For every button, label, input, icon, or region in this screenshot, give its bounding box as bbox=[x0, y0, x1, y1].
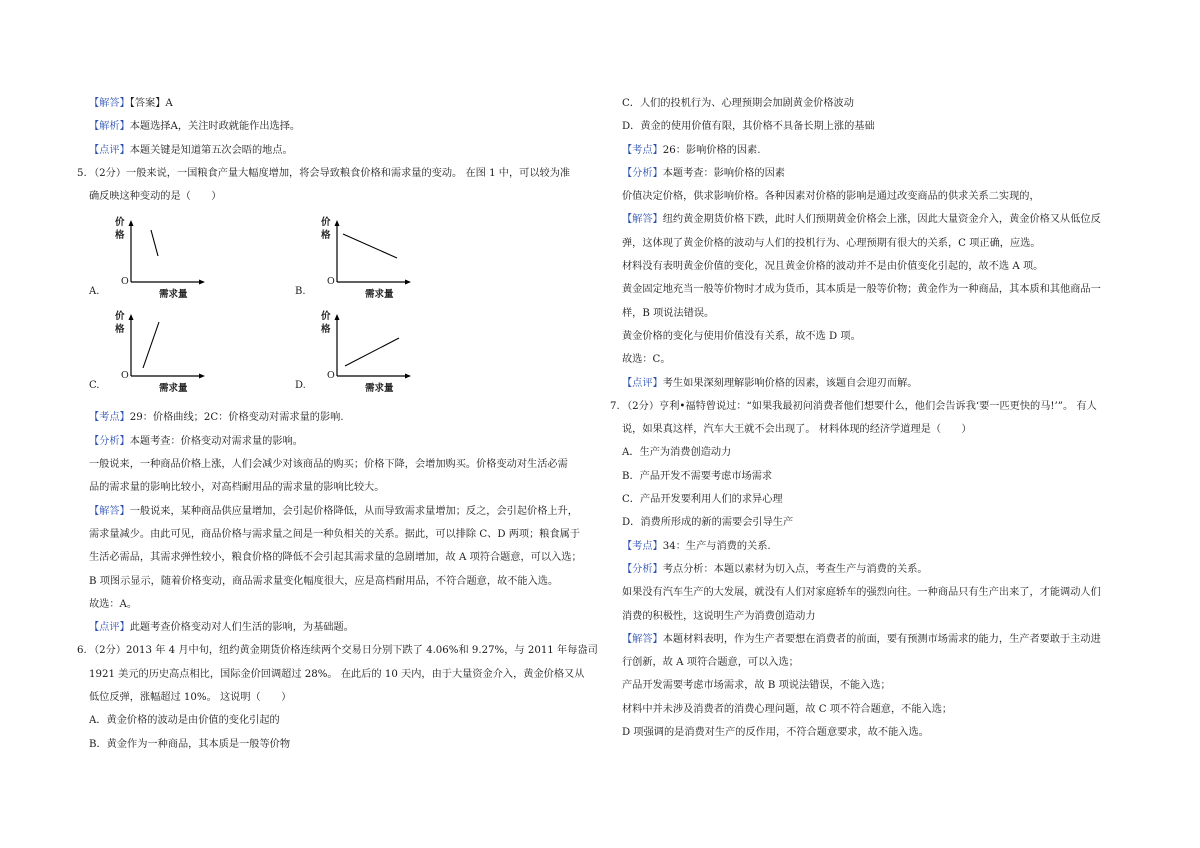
chart-axes-d bbox=[295, 308, 425, 404]
option-letter: D. bbox=[295, 380, 306, 392]
dianping-text: 考生如果深刻理解影响价格的因素，该题自会迎刃而解。 bbox=[662, 377, 918, 389]
demand-line bbox=[151, 230, 158, 256]
tag-fenxi: 【分析】 bbox=[622, 167, 663, 179]
question-text: 1921 美元的历史高点相比，国际金价回调超过 28%。 在此后的 10 天内，由于大量资金介入，黄金价格又从 bbox=[89, 668, 585, 680]
tag-kaodian: 【考点】 bbox=[622, 540, 663, 552]
option-text: B．黄金作为一种商品，其本质是一般等价物 bbox=[89, 738, 291, 750]
question-5-line-2 bbox=[77, 185, 547, 208]
figure-c bbox=[89, 308, 219, 404]
option-c bbox=[622, 92, 1102, 115]
paragraph-line bbox=[622, 674, 1102, 697]
tag-comment: 【点评】 bbox=[89, 144, 130, 156]
paragraph-text: 故选：C。 bbox=[622, 354, 671, 366]
question-5-line-1 bbox=[77, 162, 571, 185]
option-text: D．消费所形成的新的需要会引导生产 bbox=[622, 517, 794, 529]
tag-dianping: 【点评】 bbox=[89, 622, 130, 634]
question-text: 低位反弹，涨幅超过 10%。 这说明（ ） bbox=[89, 692, 292, 704]
jieda-line bbox=[622, 208, 1102, 231]
kaodian-text: 34：生产与消费的关系. bbox=[662, 540, 771, 552]
paragraph-line bbox=[622, 605, 1102, 628]
option-d bbox=[622, 115, 1102, 138]
tag-jieda: 【解答】 bbox=[622, 214, 663, 226]
right-column bbox=[610, 92, 1102, 744]
option-c bbox=[622, 488, 1102, 511]
jieda-line bbox=[77, 500, 578, 523]
tag-kaodian: 【考点】 bbox=[622, 144, 663, 156]
left-column bbox=[77, 92, 598, 756]
paragraph-line bbox=[622, 255, 1102, 278]
paragraph-text: B 项图示显示，随着价格变动，商品需求量变化幅度很大，应是高档耐用品，不符合题意，故不能入选。 bbox=[89, 575, 559, 587]
option-text: A．黄金价格的波动是由价值的变化引起的 bbox=[89, 715, 280, 727]
fenxi-text: 本题考查：影响价格的因素 bbox=[662, 167, 785, 179]
question-6-line-3 bbox=[77, 686, 547, 709]
paragraph-line bbox=[77, 546, 582, 569]
question-text: （2分）一般来说，一国粮食产量大幅度增加，将会导致粮食价格和需求量的变动。 在图 1 中，可以较为准 bbox=[89, 167, 571, 179]
paragraph-text: 如果没有汽车生产的大发展，就没有人们对家庭轿车的强烈向往。一种商品只有生产出来了，才能调动人们 bbox=[622, 587, 1101, 599]
origin-label: O bbox=[121, 370, 129, 382]
x-axis-label: 需求量 bbox=[365, 383, 394, 395]
paragraph-text: 需求量减少。由此可见，商品价格与需求量之间是一种负相关的关系。据此，可以排除 C、D 两项；粮食属于 bbox=[89, 528, 581, 540]
option-text: A．生产为消费创造动力 bbox=[622, 447, 732, 459]
paragraph-text: 材料中并未涉及消费者的消费心理问题，故 C 项不符合题意，不能入选； bbox=[622, 703, 953, 715]
option-a bbox=[77, 709, 547, 732]
demand-line bbox=[343, 234, 397, 258]
comment-text: 本题关键是知道第五次会晤的地点。 bbox=[129, 144, 293, 156]
paragraph-line bbox=[622, 348, 1102, 371]
paragraph-text: 行创新，故 A 项符合题意，可以入选； bbox=[622, 657, 799, 669]
kaodian-text: 26：影响价格的因素. bbox=[662, 144, 761, 156]
paragraph-text: 品的需求量的影响比较小，对高档耐用品的需求量的影响比较大。 bbox=[89, 482, 385, 494]
paragraph-text: 产品开发需要考虑市场需求，故 B 项说法错误，不能入选； bbox=[622, 680, 891, 692]
paragraph-text: 一般说来，一种商品价格上涨，人们会减少对该商品的购买；价格下降，会增加购买。价格变动对生活必需 bbox=[89, 459, 568, 471]
analysis-text: 本题选择A，关注时政就能作出选择。 bbox=[129, 121, 301, 133]
paragraph-text: 黄金固定地充当一般等价物时才成为货币，其本质是一般等价物；黄金作为一种商品，其本质和其他商品一 bbox=[622, 284, 1101, 296]
dianping-text: 此题考查价格变动对人们生活的影响，为基础题。 bbox=[129, 622, 354, 634]
option-letter: A. bbox=[89, 286, 100, 298]
paragraph-line bbox=[622, 302, 1102, 325]
paragraph-text: 黄金价格的变化与使用价值没有关系，故不选 D 项。 bbox=[622, 330, 861, 342]
option-text: C．人们的投机行为、心理预期会加剧黄金价格波动 bbox=[622, 98, 854, 109]
kaodian-text: 29：价格曲线；2C：价格变动对需求量的影响. bbox=[129, 412, 344, 424]
jieda-text: 本题材料表明，作为生产者要想在消费者的前面，要有预测市场需求的能力，生产者要敢于主动进 bbox=[662, 633, 1101, 645]
dianping-line bbox=[77, 616, 547, 639]
question-number: 5. bbox=[77, 167, 87, 179]
x-axis-label: 需求量 bbox=[159, 383, 188, 395]
question-6-line-2 bbox=[77, 663, 585, 686]
figure-b bbox=[295, 214, 425, 310]
jieda-text: 纽约黄金期货价格下跌，此时人们预期黄金价格会上涨，因此大量资金介入，黄金价格又从低位反 bbox=[662, 214, 1101, 226]
question-7-line-1 bbox=[610, 395, 1102, 418]
y-axis-label: 价格 bbox=[115, 217, 125, 242]
paragraph-text: D 项强调的是消费对生产的反作用，不符合题意要求，故不能入选。 bbox=[622, 727, 929, 739]
paragraph-line bbox=[77, 453, 568, 476]
paragraph-line bbox=[622, 721, 1102, 744]
jieda-text: 一般说来，某种商品供应量增加，会引起价格降低，从而导致需求量增加；反之，会引起价格上升， bbox=[129, 505, 578, 517]
paragraph-text: 价值决定价格，供求影响价格。各种因素对价格的影响是通过改变商品的供求关系二实现的， bbox=[622, 191, 1040, 203]
fenxi-line bbox=[622, 558, 1102, 581]
tag-fenxi: 【分析】 bbox=[89, 435, 130, 447]
paragraph-text: 故选：A。 bbox=[89, 598, 138, 610]
chart-axes-b bbox=[295, 214, 425, 310]
paragraph-line bbox=[622, 185, 1102, 208]
dianping-line bbox=[622, 372, 1102, 395]
chart-axes-c bbox=[89, 308, 219, 404]
option-text: C．产品开发要利用人们的求异心理 bbox=[622, 494, 783, 506]
chart-axes-a bbox=[89, 214, 219, 310]
paragraph-line bbox=[622, 325, 1102, 348]
question-7-line-2 bbox=[622, 418, 1102, 441]
fenxi-line bbox=[77, 430, 547, 453]
tag-dianping: 【点评】 bbox=[622, 377, 663, 389]
paragraph-text: 样，B 项说法错误。 bbox=[622, 307, 715, 319]
answer-text: 【答案】A bbox=[129, 98, 173, 109]
origin-label: O bbox=[327, 276, 335, 288]
tag-analysis: 【解析】 bbox=[89, 121, 130, 133]
tag-fenxi: 【分析】 bbox=[622, 563, 663, 575]
figure-d bbox=[295, 308, 425, 404]
paragraph-line bbox=[622, 232, 1102, 255]
y-axis-label: 价格 bbox=[321, 311, 331, 336]
option-text: D．黄金的使用价值有限，其价格不具备长期上涨的基础 bbox=[622, 121, 875, 133]
fenxi-line bbox=[622, 162, 1102, 185]
paragraph-line bbox=[77, 593, 547, 616]
kaodian-line bbox=[622, 139, 1102, 162]
paragraph-text: 消费的积极性，这说明生产为消费创造动力 bbox=[622, 610, 816, 622]
paragraph-line bbox=[622, 581, 1102, 604]
paragraph-line bbox=[77, 523, 581, 546]
paragraph-text: 弹，这体现了黄金价格的波动与人们的投机行为、心理预期有很大的关系，C 项正确，应选。 bbox=[622, 237, 1041, 249]
option-b bbox=[77, 733, 547, 756]
question-text: （2分）2013 年 4 月中旬，纽约黄金期货价格连续两个交易日分别下跌了 4.06%和 9.27%，与 2011 年每盎司 bbox=[89, 645, 598, 657]
question-text: （2分）亨利•福特曾说过：“如果我最初问消费者他们想要什么，他们会告诉我‘要一匹更快的马!’”。 有人 bbox=[622, 400, 1097, 412]
tag-jieda: 【解答】 bbox=[89, 505, 130, 517]
kaodian-line bbox=[77, 406, 547, 429]
tag-answer: 【解答】 bbox=[89, 98, 130, 109]
question-number: 6. bbox=[77, 645, 87, 657]
paragraph-text: 生活必需品，其需求弹性较小，粮食价格的降低不会引起其需求量的急剧增加，故 A 项符合题意，可以入选； bbox=[89, 552, 582, 564]
paragraph-line bbox=[77, 476, 547, 499]
x-axis-label: 需求量 bbox=[365, 289, 394, 301]
comment-line bbox=[77, 139, 547, 162]
origin-label: O bbox=[121, 276, 129, 288]
fenxi-text: 本题考查：价格变动对需求量的影响。 bbox=[129, 435, 303, 447]
tag-kaodian: 【考点】 bbox=[89, 412, 130, 424]
analysis-line bbox=[77, 115, 547, 138]
question-number: 7. bbox=[610, 400, 620, 412]
option-d bbox=[622, 511, 1102, 534]
paragraph-line bbox=[622, 651, 1102, 674]
question-text: 说，如果真这样，汽车大王就不会出现了。 材料体现的经济学道理是（ ） bbox=[622, 424, 972, 436]
kaodian-line bbox=[622, 535, 1102, 558]
option-b bbox=[622, 465, 1102, 488]
question-6-line-1 bbox=[77, 639, 598, 662]
demand-line bbox=[143, 322, 159, 368]
option-text: B．产品开发不需要考虑市场需求 bbox=[622, 470, 773, 482]
paragraph-line bbox=[622, 278, 1102, 301]
x-axis-label: 需求量 bbox=[159, 289, 188, 301]
option-a bbox=[622, 441, 1102, 464]
fenxi-text: 考点分析：本题以素材为切入点，考查生产与消费的关系。 bbox=[662, 563, 928, 575]
paragraph-line bbox=[77, 570, 559, 593]
jieda-line bbox=[622, 628, 1102, 651]
answer-line bbox=[77, 92, 547, 115]
origin-label: O bbox=[327, 370, 335, 382]
question-text: 确反映这种变动的是（ ） bbox=[89, 191, 222, 203]
option-letter: C. bbox=[89, 380, 100, 392]
figure-a bbox=[89, 214, 219, 310]
y-axis-label: 价格 bbox=[115, 311, 125, 336]
y-axis-label: 价格 bbox=[321, 217, 331, 242]
demand-line bbox=[345, 338, 399, 366]
figure-options bbox=[77, 210, 547, 406]
paragraph-line bbox=[622, 698, 1102, 721]
tag-jieda: 【解答】 bbox=[622, 633, 663, 645]
paragraph-text: 材料没有表明黄金价值的变化，况且黄金价格的波动并不是由价值变化引起的，故不选 A 项。 bbox=[622, 261, 1044, 273]
option-letter: B. bbox=[295, 286, 306, 298]
